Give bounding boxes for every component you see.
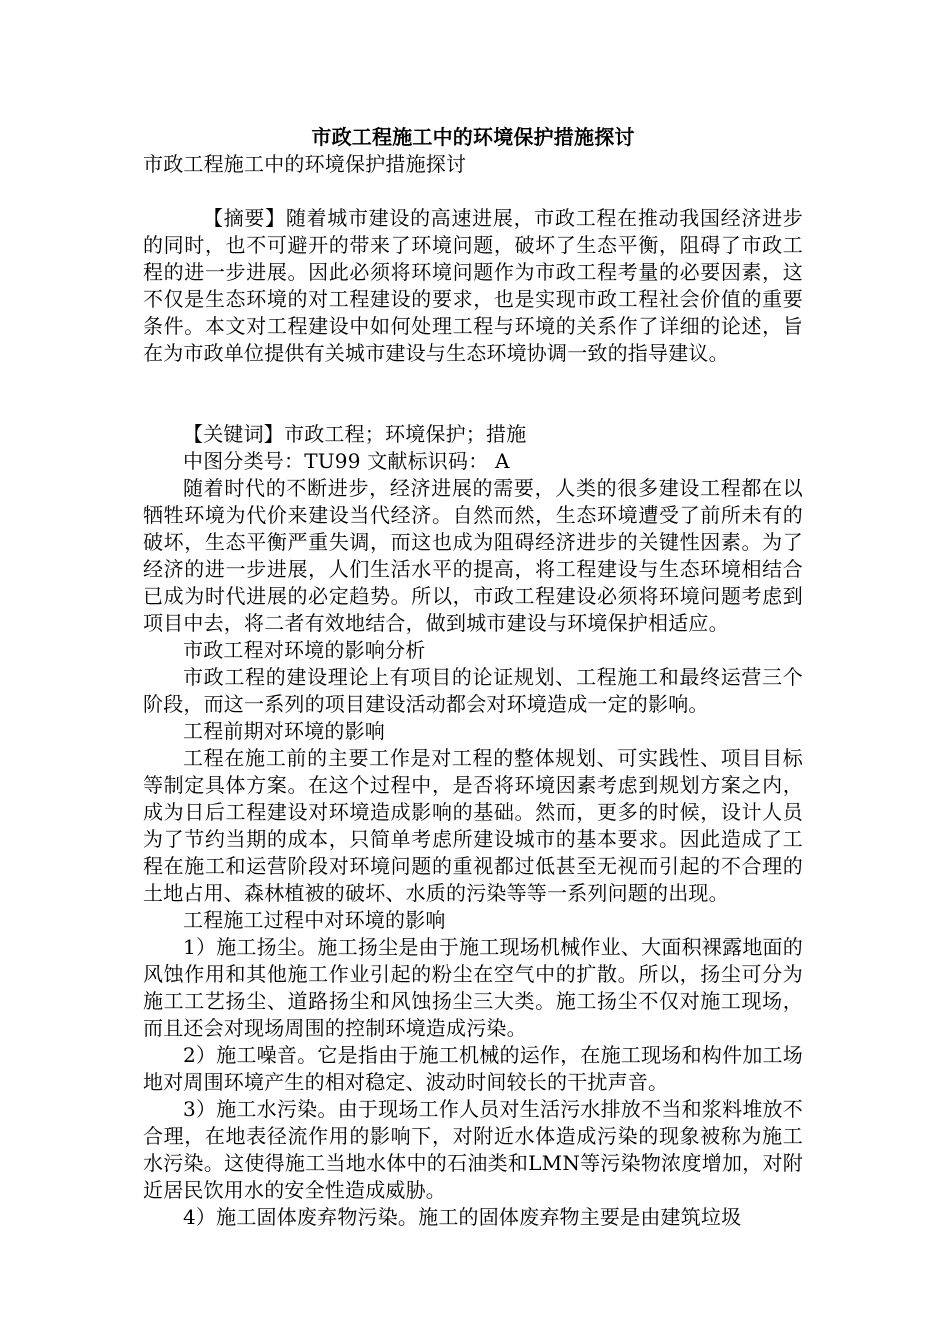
body-paragraph: 工程在施工前的主要工作是对工程的整体规划、可实践性、项目目标等制定具体方案。在这个过程中，是否将环境因素考虑到规划方案之内，成为日后工程建设对环境造成影响的基础。然而，更多的时候，设计人员为了节约当期的成本，只简单考虑所建设城市的基本要求。因此造成了工程在施工和运营阶段对环境问题的重视都过低甚至无视而引起的不合理的土地占用、森林植被的破坏、水质的污染等等一系列问题的出现。 [143,746,803,905]
blank-line [143,367,803,394]
document-page [143,124,803,1231]
classification-line: 中图分类号：TU99 文献标识码： A [183,449,510,473]
list-item: 1）施工扬尘。施工扬尘是由于施工现场机械作业、大面积裸露地面的风蚀作用和其他施工作业引起的粉尘在空气中的扩散。所以，扬尘可分为施工工艺扬尘、道路扬尘和风蚀扬尘三大类。施工扬尘不仅对施工现场，而且还会对现场周围的控制环境造成污染。 [143,935,803,1040]
abstract-paragraph: 【摘要】随着城市建设的高速进展，市政工程在推动我国经济进步的同时，也不可避开的带来了环境问题，破坏了生态平衡，阻碍了市政工程的进一步进展。因此必须将环境问题作为市政工程考量的必要因素，这不仅是生态环境的对工程建设的要求，也是实现市政工程社会价值的重要条件。本文对工程建设中如何处理工程与环境的关系作了详细的论述，旨在为市政单位提供有关城市建设与生态环境协调一致的指导建议。 [143,206,803,365]
blank-line [143,394,803,421]
section-heading: 工程前期对环境的影响 [183,719,385,743]
document-title: 市政工程施工中的环境保护措施探讨 [311,125,635,149]
section-heading: 市政工程对环境的影响分析 [183,638,426,662]
keywords-line: 【关键词】市政工程；环境保护；措施 [183,422,527,446]
list-item: 4）施工固体废弃物污染。施工的固体废弃物主要是由建筑垃圾 [183,1205,742,1229]
list-item: 3）施工水污染。由于现场工作人员对生活污水排放不当和浆料堆放不合理，在地表径流作用的影响下，对附近水体造成污染的现象被称为施工水污染。这使得施工当地水体中的石油类和LMN等污染物浓度增加，对附近居民饮用水的安全性造成威胁。 [143,1097,803,1202]
section-heading: 工程施工过程中对环境的影响 [183,908,446,932]
body-paragraph: 随着时代的不断进步，经济进展的需要，人类的很多建设工程都在以牺牲环境为代价来建设当代经济。自然而然，生态环境遭受了前所未有的破坏，生态平衡严重失调，而这也成为阻碍经济进步的关键性因素。为了经济的进一步进展，人们生活水平的提高，将工程建设与生态环境相结合已成为时代进展的必定趋势。所以，市政工程建设必须将环境问题考虑到项目中去，将二者有效地结合，做到城市建设与环境保护相适应。 [143,476,803,635]
blank-line [143,178,803,205]
document-subtitle: 市政工程施工中的环境保护措施探讨 [143,152,467,176]
list-item: 2）施工噪音。它是指由于施工机械的运作，在施工现场和构件加工场地对周围环境产生的相对稳定、波动时间较长的干扰声音。 [143,1043,803,1094]
body-paragraph: 市政工程的建设理论上有项目的论证规划、工程施工和最终运营三个阶段，而这一系列的项目建设活动都会对环境造成一定的影响。 [143,665,803,716]
